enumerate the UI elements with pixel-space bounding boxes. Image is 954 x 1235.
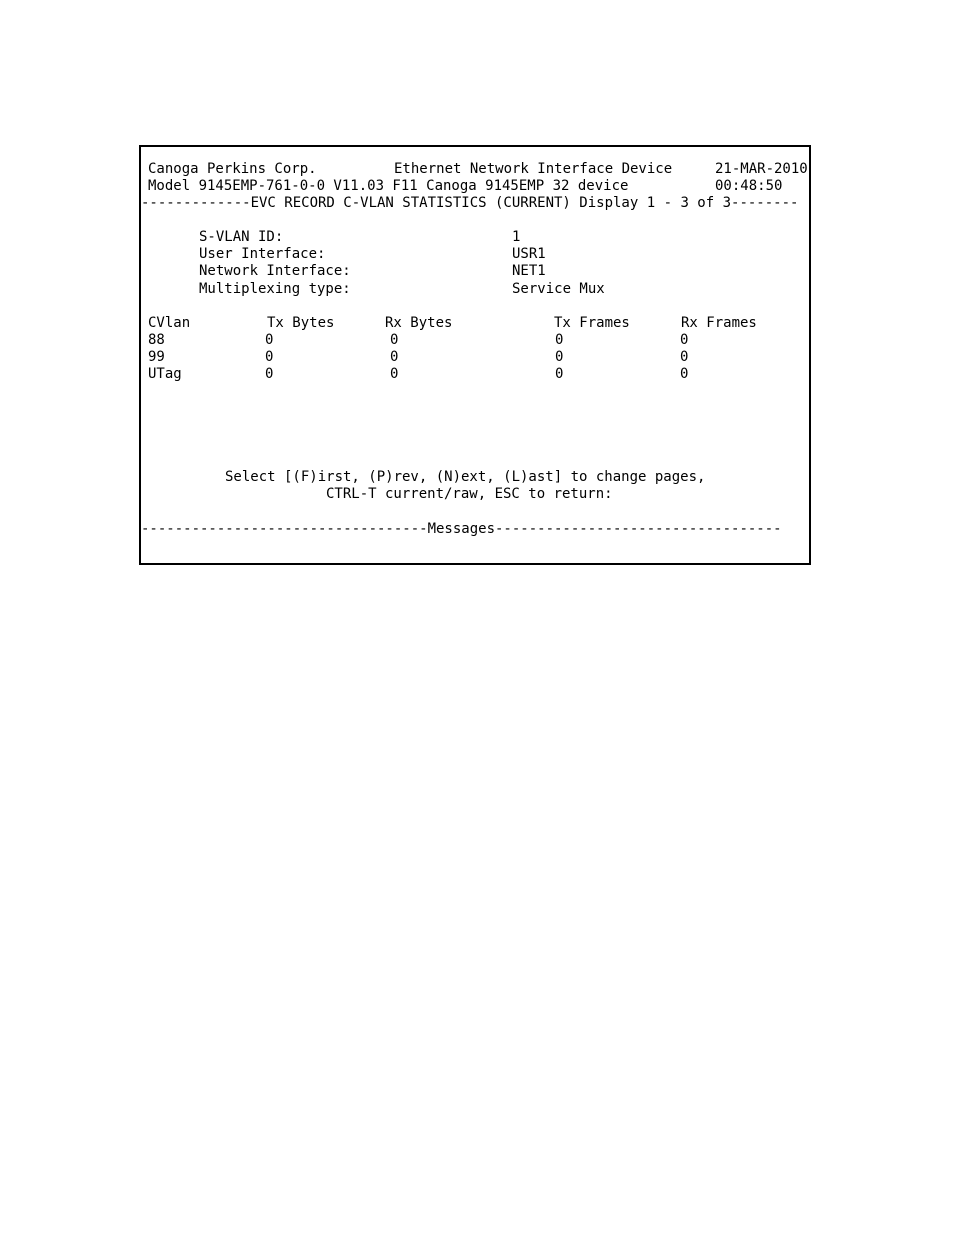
svlan-label: S-VLAN ID:	[199, 229, 284, 245]
rx-bytes-cell: 0	[390, 366, 399, 382]
model-info: Model 9145EMP-761-0-0 V11.03 F11 Canoga 9145EMP 32 device	[148, 178, 629, 194]
column-header-rx-bytes: Rx Bytes	[385, 315, 453, 331]
company-name: Canoga Perkins Corp.	[148, 161, 317, 177]
cvlan-cell: UTag	[148, 366, 182, 382]
control-prompt: CTRL-T current/raw, ESC to return:	[326, 486, 613, 502]
messages-area	[141, 539, 809, 563]
network-interface-value: NET1	[512, 263, 546, 279]
column-header-rx-frames: Rx Frames	[681, 315, 757, 331]
tx-bytes-cell: 0	[265, 332, 274, 348]
terminal-screen	[139, 145, 811, 565]
multiplexing-type-label: Multiplexing type:	[199, 281, 351, 297]
column-header-cvlan: CVlan	[148, 315, 191, 331]
time-readout: 00:48:50	[715, 178, 783, 194]
column-header-tx-bytes: Tx Bytes	[267, 315, 335, 331]
cvlan-cell: 88	[148, 332, 165, 348]
user-interface-value: USR1	[512, 246, 546, 262]
user-interface-label: User Interface:	[199, 246, 326, 262]
rx-frames-cell: 0	[680, 366, 689, 382]
tx-bytes-cell: 0	[265, 366, 274, 382]
cvlan-cell: 99	[148, 349, 165, 365]
rx-bytes-cell: 0	[390, 332, 399, 348]
messages-divider: ----------------------------------Messages----------------------------------	[141, 521, 782, 537]
page-title: -------------EVC RECORD C-VLAN STATISTICS (CURRENT) Display 1 - 3 of 3--------	[141, 195, 799, 211]
column-header-tx-frames: Tx Frames	[554, 315, 630, 331]
rx-bytes-cell: 0	[390, 349, 399, 365]
multiplexing-type-value: Service Mux	[512, 281, 605, 297]
rx-frames-cell: 0	[680, 349, 689, 365]
network-interface-label: Network Interface:	[199, 263, 351, 279]
tx-frames-cell: 0	[555, 366, 564, 382]
tx-bytes-cell: 0	[265, 349, 274, 365]
svlan-value: 1	[512, 229, 521, 245]
rx-frames-cell: 0	[680, 332, 689, 348]
date-readout: 21-MAR-2010	[715, 161, 808, 177]
product-name: Ethernet Network Interface Device	[394, 161, 673, 177]
navigation-prompt: Select [(F)irst, (P)rev, (N)ext, (L)ast] to change pages,	[225, 469, 706, 485]
tx-frames-cell: 0	[555, 332, 564, 348]
tx-frames-cell: 0	[555, 349, 564, 365]
